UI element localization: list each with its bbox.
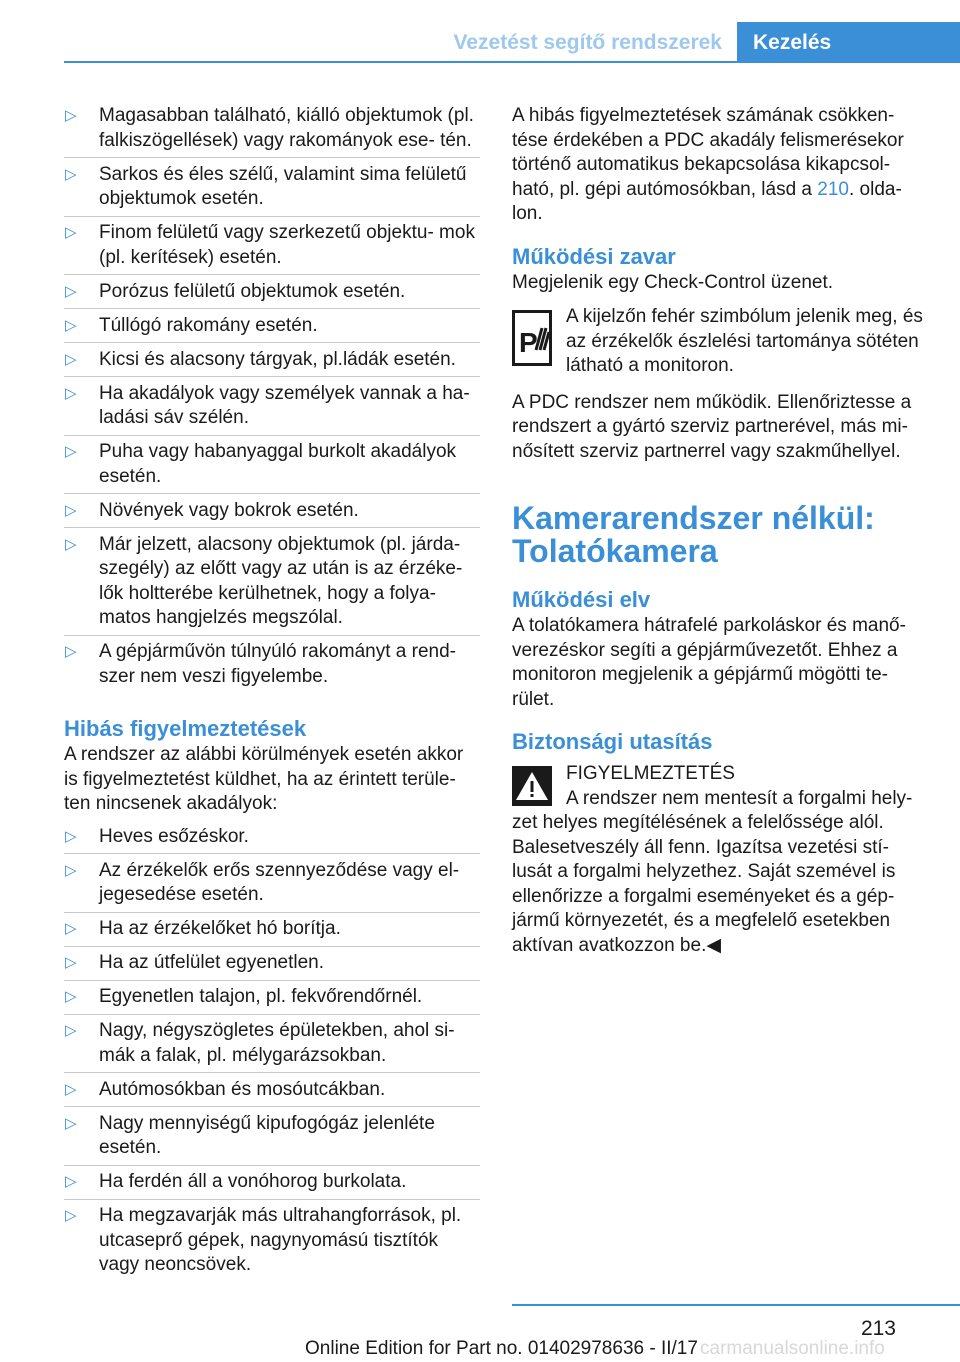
page-number: 213 xyxy=(860,1317,896,1340)
warning-title: FIGYELMEZTETÉS xyxy=(566,763,735,784)
bullet-text: Ha ferdén áll a vonóhorog burkolata. xyxy=(99,1171,407,1192)
bullet-item xyxy=(64,1204,480,1278)
header-chapter-tab xyxy=(737,22,960,63)
bullet-text: Ha az útfelület egyenetlen. xyxy=(99,952,324,973)
bullet-item xyxy=(64,859,480,908)
bullet-triangle-icon: ▷ xyxy=(65,107,77,124)
bullet-triangle-icon: ▷ xyxy=(65,1207,77,1224)
warning-block xyxy=(512,762,928,787)
right-column xyxy=(512,104,928,958)
pdc-malfunction-icon xyxy=(512,310,552,366)
bullet-list-limits xyxy=(64,104,480,689)
bullet-item xyxy=(64,221,480,270)
bullet-item xyxy=(64,825,480,850)
bullet-item xyxy=(64,104,480,153)
bullet-item xyxy=(64,1019,480,1068)
watermark: carmanualsonline.info xyxy=(700,1338,885,1359)
bullet-triangle-icon: ▷ xyxy=(65,443,77,460)
malfunction-symbol-text: A kijelzőn fehér szimbólum jelenik meg, és az érzékelők észlelési tartománya sötéten látható a monitoron. xyxy=(566,306,923,376)
bullet-item xyxy=(64,280,480,305)
bullet-triangle-icon: ▷ xyxy=(65,316,77,334)
bullet-triangle-icon: ▷ xyxy=(65,920,77,937)
bullet-triangle-icon: ▷ xyxy=(65,350,77,368)
bullet-text: A gépjárművön túlnyúló rakományt a rend- szer nem veszi figyelembe. xyxy=(99,641,456,687)
heading-rear-camera: Kamerarendszer nélkül: Tolatókamera xyxy=(512,500,875,569)
svg-text:P: P xyxy=(519,327,538,358)
edition-line: Online Edition for Part no. 01402978636 - II/17 xyxy=(305,1338,698,1359)
bullet-triangle-icon: ▷ xyxy=(65,827,77,845)
heading-safety: Biztonsági utasítás xyxy=(512,729,713,754)
bullet-text: Puha vagy habanyaggal burkolt akadályok esetén. xyxy=(99,441,457,487)
bullet-triangle-icon: ▷ xyxy=(65,1022,77,1039)
heading-malfunction: Működési zavar xyxy=(512,243,676,269)
malfunction-symbol-row xyxy=(512,305,928,379)
bullet-triangle-icon: ▷ xyxy=(65,861,77,879)
bullet-text: Ha az érzékelőket hó borítja. xyxy=(99,918,341,939)
bullet-text: Autómosókban és mosóutcákban. xyxy=(99,1078,386,1100)
paragraph-auto-activation xyxy=(512,104,928,227)
bullet-triangle-icon: ▷ xyxy=(65,988,77,1005)
bullet-text: Ha megzavarják más ultrahangforrások, pl. utcaseprő gépek, nagynyomású tisztítók vagy neoncsövek. xyxy=(99,1205,462,1275)
bullet-item xyxy=(64,163,480,212)
bullet-text: Ha akadályok vagy személyek vannak a ha- ladási sáv szélén. xyxy=(99,382,470,428)
bullet-item xyxy=(64,440,480,489)
header-chapter-label: Kezelés xyxy=(753,30,832,54)
bullet-text: Növények vagy bokrok esetén. xyxy=(99,499,359,521)
bullet-item xyxy=(64,985,480,1010)
bullet-item xyxy=(64,382,480,431)
bullet-triangle-icon: ▷ xyxy=(65,224,77,241)
bullet-text: Heves esőzéskor. xyxy=(99,825,249,847)
malfunction-paragraph: A PDC rendszer nem működik. Ellenőriztesse a rendszert a gyártó szerviz partnerével, más mi- nősített szerviz partnerrel vagy szakműhellyel. xyxy=(512,391,912,462)
bullet-triangle-icon: ▷ xyxy=(65,1080,77,1098)
bullet-triangle-icon: ▷ xyxy=(65,282,77,300)
bullet-triangle-icon: ▷ xyxy=(65,1114,77,1132)
bullet-text: Egyenetlen talajon, pl. fekvőrendőrnél. xyxy=(99,986,423,1007)
bullet-text: Porózus felületű objektumok esetén. xyxy=(99,280,406,302)
bullet-triangle-icon: ▷ xyxy=(65,535,77,553)
header-section-title: Vezetést segítő rendszerek xyxy=(453,31,722,54)
footer-rule xyxy=(512,1304,960,1306)
bullet-item xyxy=(64,951,480,976)
bullet-text: Az érzékelők erős szennyeződése vagy el- jegesedése esetén. xyxy=(99,859,460,905)
bullet-text: Sarkos és éles szélű, valamint sima felületű objektumok esetén. xyxy=(99,163,467,209)
bullet-text: Már jelzett, alacsony objektumok (pl. járda- szegély) az előtt vagy az után is az érzéke- lők holtterébe kerülhetnek, hogy a folya- matos hangjelzés megszólal. xyxy=(99,533,463,628)
bullet-triangle-icon: ▷ xyxy=(65,165,77,183)
bullet-triangle-icon: ▷ xyxy=(65,954,77,971)
heading-false-warnings: Hibás figyelmeztetések xyxy=(64,716,307,741)
bullet-triangle-icon: ▷ xyxy=(65,643,77,660)
malfunction-line: Megjelenik egy Check-Control üzenet. xyxy=(512,271,834,293)
bullet-item xyxy=(64,348,480,373)
warning-triangle-icon xyxy=(512,766,552,806)
bullet-text: Túllógó rakomány esetén. xyxy=(99,314,318,336)
bullet-item xyxy=(64,314,480,339)
warning-text: A rendszer nem mentesít a forgalmi hely- zet helyes megítélésének a felelőssége alól. Balesetveszély áll fenn. Igazítsa vezetési stí- lusát a forgalmi helyzethez. Saját szemével is ellenőrizze a forgalmi eseményeket és a gép- jármű környezetét, és a megfelelő esetekben aktívan avatkozzon be.◀ xyxy=(512,787,913,956)
false-warnings-intro: A rendszer az alábbi körülmények esetén akkor is figyelmeztetést küldhet, ha az érintett terüle- ten nincsenek akadályok: xyxy=(64,744,464,814)
bullet-text: Nagy mennyiségű kipufogógáz jelenléte esetén. xyxy=(99,1112,435,1158)
bullet-triangle-icon: ▷ xyxy=(65,501,77,519)
bullet-text: Nagy, négyszögletes épületekben, ahol si- mák a falak, pl. mélygarázsokban. xyxy=(99,1020,455,1066)
left-column xyxy=(64,104,480,1287)
heading-principle: Működési elv xyxy=(512,587,651,612)
bullet-triangle-icon: ▷ xyxy=(65,1173,77,1190)
page-link-210[interactable]: 210 xyxy=(817,178,849,200)
principle-paragraph: A tolatókamera hátrafelé parkoláskor és manő- verezéskor segíti a gépjárművezetőt. Ehhez a monitoron megjelenik a gépjármű mögötti te- rület. xyxy=(512,615,906,710)
bullet-item xyxy=(64,917,480,942)
bullet-item xyxy=(64,640,480,689)
auto-activation-text-end: . olda- lon. xyxy=(512,178,902,224)
bullet-text: Finom felületű vagy szerkezetű objektu- mok (pl. kerítések) esetén. xyxy=(99,222,475,268)
bullet-item xyxy=(64,533,480,631)
bullet-list-false-warnings xyxy=(64,825,480,1278)
bullet-text: Kicsi és alacsony tárgyak, pl.ládák esetén. xyxy=(99,348,456,370)
bullet-item xyxy=(64,499,480,524)
bullet-item xyxy=(64,1112,480,1161)
auto-activation-text: A hibás figyelmeztetések számának csökken- tése érdekében a PDC akadály felismerésekor történő automatikus bekapcsolása kikapcsol- ható, pl. gépi autómosókban, lásd a xyxy=(512,105,904,200)
bullet-text: Magasabban található, kiálló objektumok (pl. falkiszögellések) vagy rakományok ese- tén. xyxy=(99,105,474,151)
bullet-item xyxy=(64,1170,480,1195)
bullet-item xyxy=(64,1078,480,1103)
bullet-triangle-icon: ▷ xyxy=(65,384,77,402)
